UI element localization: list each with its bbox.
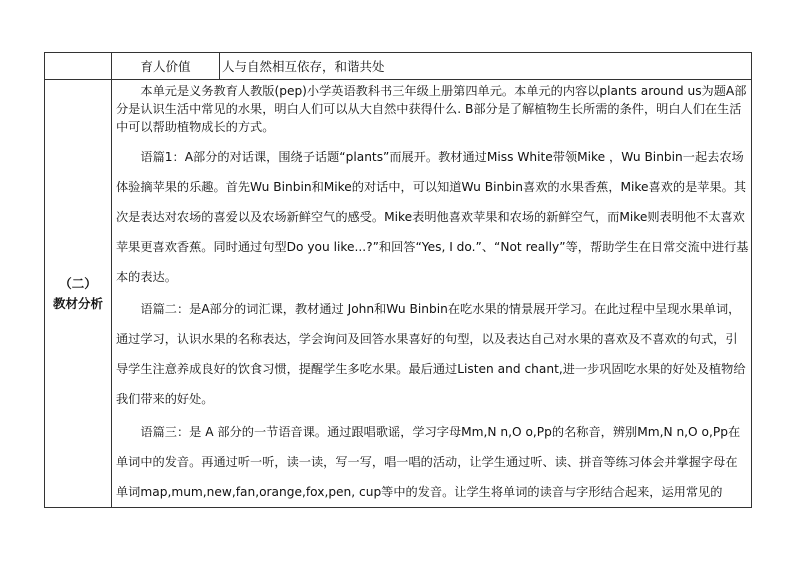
section-number: （二） [59, 275, 97, 291]
table-row [45, 53, 752, 80]
section-title: 教材分析 [52, 295, 103, 311]
table-row [45, 80, 752, 508]
empty-cell [45, 53, 112, 80]
paragraph-text-1: 语篇1：A部分的对话课，围绕子话题“plants”而展开。教材通过Miss White带领Mike ，Wu Binbin一起去农场体验摘苹果的乐趣。首先Wu Binbin和Mike的对话中，可以知道Wu Binbin喜欢的水果香蕉，Mike喜欢的是苹果。其次是表达对农场的喜爱以及农场新鲜空气的感受。Mike表明他喜欢苹果和农场的新鲜空气，而Mike则表明他不太喜欢苹果更喜欢香蕉。同时通过句型Do you like...?”和回答“Yes, I do.”、“Not really”等，帮助学生在日常交流中进行基本的表达。 [116, 150, 749, 284]
lesson-plan-table [44, 52, 752, 508]
paragraph-text-2: 语篇二：是A部分的词汇课，教材通过 John和Wu Binbin在吃水果的情景展开学习。在此过程中呈现水果单词，通过学习，认识水果的名称表达，学会询问及回答水果喜好的句型，以及表达自己对水果的喜欢及不喜欢的句式，引导学生注意养成良好的饮食习惯，提醒学生多吃水果。最后通过Listen and chant,进一步巩固吃水果的好处及植物给我们带来的好处。 [116, 302, 746, 406]
row-label: 育人价值 [112, 53, 220, 80]
row-value: 人与自然相互依存，和谐共处 [220, 53, 752, 80]
paragraph-text-3: 语篇三：是 A 部分的一节语音课。通过跟唱歌谣，学习字母Mm,N n,O o,Pp的名称音，辨别Mm,N n,O o,Pp在单词中的发音。再通过听一听，读一读，写一写，唱一唱的活动，让学生通过听、读、拼音等练习体会并掌握字母在单词map,mum,new,fan,orange,fox,pen, cup等中的发音。让学生将单词的读音与字形结合起来，运用常见的 [116, 425, 741, 499]
section-label-cell [45, 80, 112, 508]
paragraph-intro: 本单元是义务教育人教版(pep)小学英语教科书三年级上册第四单元。本单元的内容以plants around us为题A部分是认识生活中常见的水果，明白人们可以从大自然中获得什么. B部分是了解植物生长所需的条件，明白人们在生活中可以帮助植物成长的方式。 [116, 84, 747, 134]
content-cell [112, 80, 752, 508]
